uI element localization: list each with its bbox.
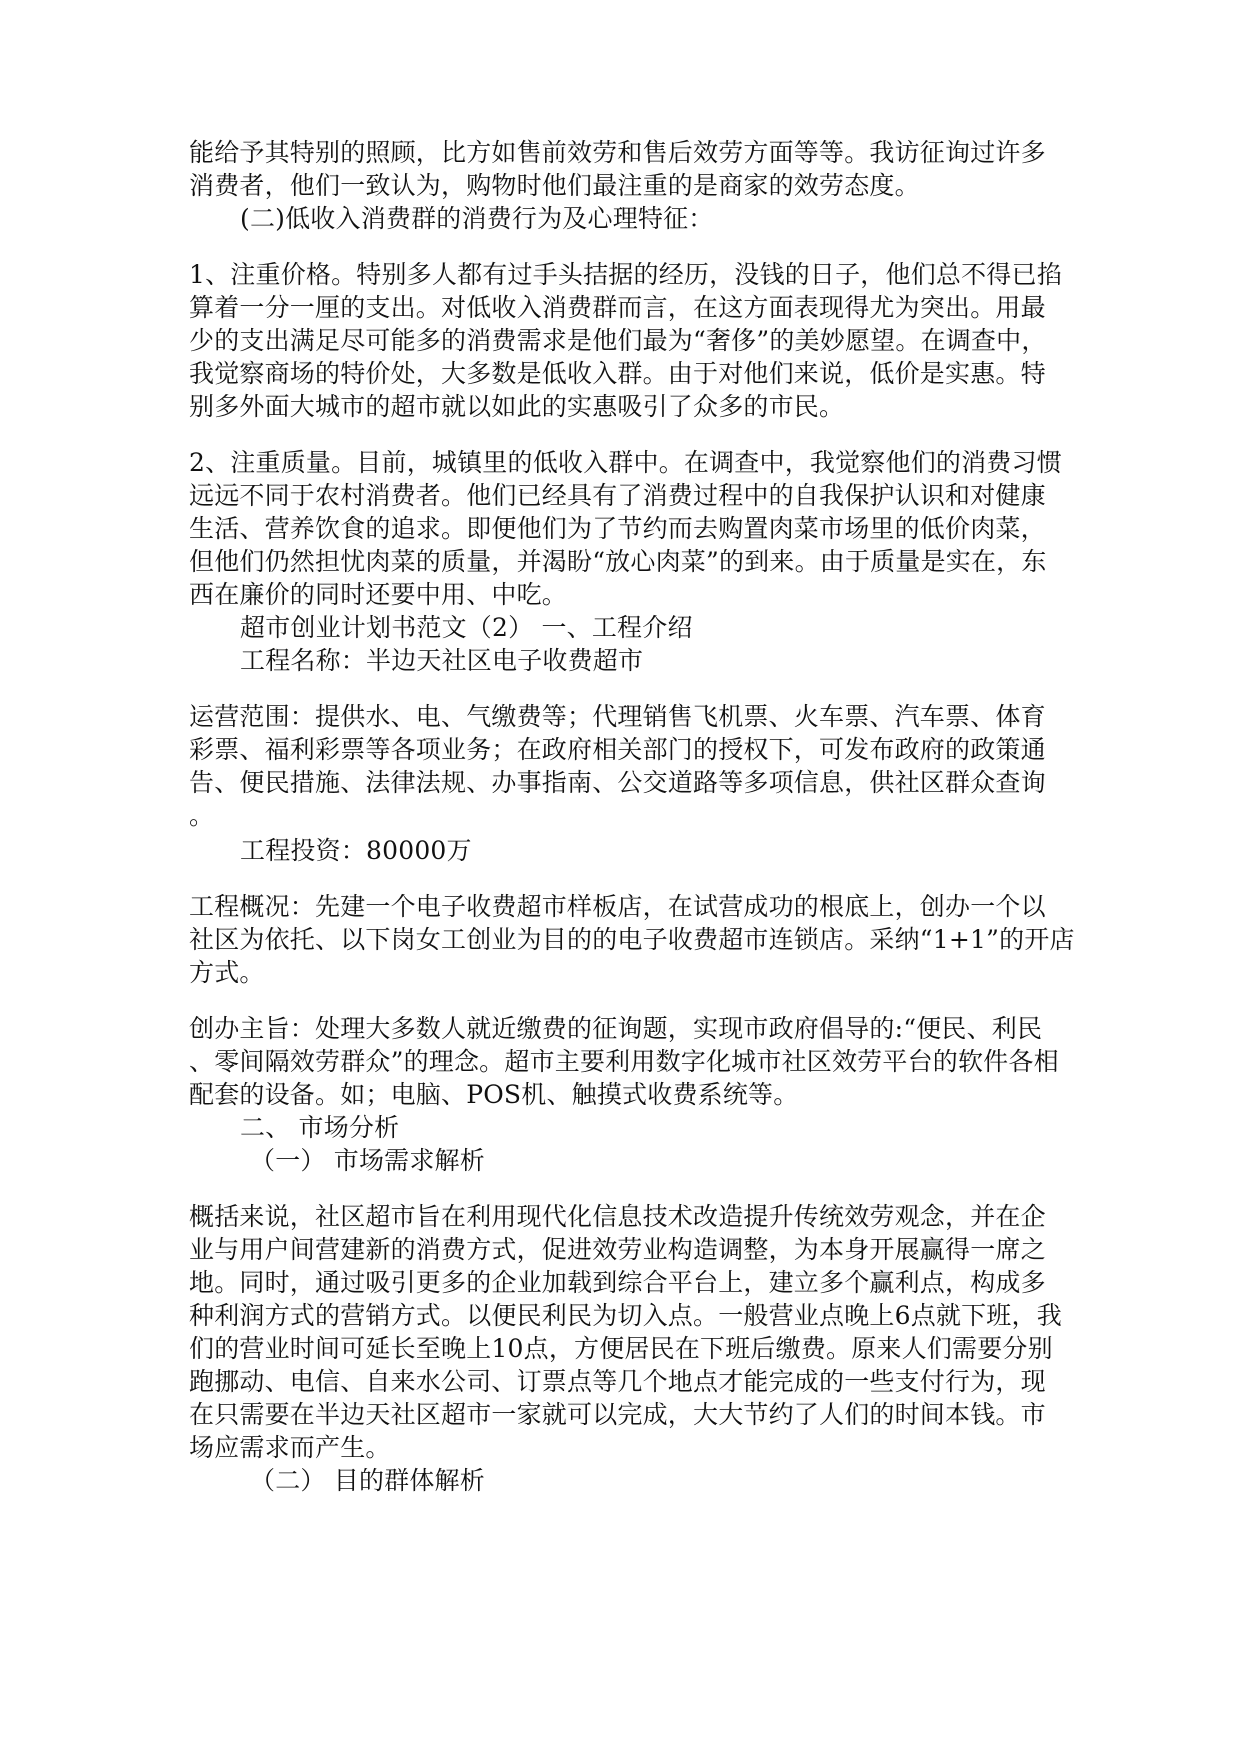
section-heading: 二、 市场分析 [240,1113,400,1142]
body-text-line: 。 [189,801,215,830]
section-heading: （一） 市场需求解析 [250,1146,485,1175]
body-text-line: 远远不同于农村消费者。他们已经具有了消费过程中的自我保护认识和对健康 [189,481,1046,510]
body-text-line: 工程概况：先建一个电子收费超市样板店，在试营成功的根底上，创办一个以 [189,892,1046,921]
section-heading: （二） 目的群体解析 [250,1466,485,1495]
section-heading: (二)低收入消费群的消费行为及心理特征： [240,204,714,233]
body-text-line: 消费者，他们一致认为，购物时他们最注重的是商家的效劳态度。 [189,171,920,200]
body-text-line: 在只需要在半边天社区超市一家就可以完成，大大节约了人们的时间本钱。市 [189,1400,1046,1429]
body-text-line: 能给予其特别的照顾，比方如售前效劳和售后效劳方面等等。我访征询过许多 [189,138,1046,167]
body-text-line: 西在廉价的同时还要中用、中吃。 [189,580,568,609]
body-text-line: 运营范围：提供水、电、气缴费等；代理销售飞机票、火车票、汽车票、体育 [189,702,1046,731]
body-text-line: 种利润方式的营销方式。以便民利民为切入点。一般营业点晚上6点就下班，我 [189,1301,1062,1330]
body-text-line: 告、便民措施、法律法规、办事指南、公交道路等多项信息，供社区群众查询 [189,768,1046,797]
body-text-line: 1、注重价格。特别多人都有过手头拮据的经历，没钱的日子，他们总不得已掐 [189,260,1062,289]
body-text-line: 跑挪动、电信、自来水公司、订票点等几个地点才能完成的一些支付行为，现 [189,1367,1046,1396]
body-text-line: 工程名称：半边天社区电子收费超市 [240,646,644,675]
body-text-line: 业与用户间营建新的消费方式，促进效劳业构造调整，为本身开展赢得一席之 [189,1235,1046,1264]
body-text-line: 地。同时，通过吸引更多的企业加载到综合平台上，建立多个赢利点，构成多 [189,1268,1046,1297]
body-text-line: 、零间隔效劳群众”的理念。超市主要利用数字化城市社区效劳平台的软件各相 [189,1047,1059,1076]
body-text-line: 社区为依托、以下岗女工创业为目的的电子收费超市连锁店。采纳“1+1”的开店 [189,925,1075,954]
section-heading: 超市创业计划书范文（2） 一、工程介绍 [240,613,693,642]
body-text-line: 算着一分一厘的支出。对低收入消费群而言，在这方面表现得尤为突出。用最 [189,293,1046,322]
body-text-line: 我觉察商场的特价处，大多数是低收入群。由于对他们来说，低价是实惠。特 [189,359,1046,388]
body-text-line: 别多外面大城市的超市就以如此的实惠吸引了众多的市民。 [189,392,845,421]
body-text-line: 生活、营养饮食的追求。即便他们为了节约而去购置肉菜市场里的低价肉菜， [189,514,1046,543]
body-text-line: 场应需求而产生。 [189,1433,391,1462]
body-text-line: 但他们仍然担忧肉菜的质量，并渴盼“放心肉菜”的到来。由于质量是实在，东 [189,547,1047,576]
body-text-line: 工程投资：80000万 [240,836,472,865]
body-text-line: 配套的设备。如；电脑、POS机、触摸式收费系统等。 [189,1080,799,1109]
body-text-line: 创办主旨：处理大多数人就近缴费的征询题，实现市政府倡导的:“便民、利民 [189,1014,1043,1043]
body-text-line: 们的营业时间可延长至晚上10点，方便居民在下班后缴费。原来人们需要分别 [189,1334,1053,1363]
body-text-line: 2、注重质量。目前，城镇里的低收入群中。在调查中，我觉察他们的消费习惯 [189,448,1062,477]
body-text-line: 彩票、福利彩票等各项业务；在政府相关部门的授权下，可发布政府的政策通 [189,735,1046,764]
body-text-line: 少的支出满足尽可能多的消费需求是他们最为“奢侈”的美妙愿望。在调查中， [189,326,1047,355]
body-text-line: 方式。 [189,958,265,987]
body-text-line: 概括来说，社区超市旨在利用现代化信息技术改造提升传统效劳观念，并在企 [189,1202,1046,1231]
